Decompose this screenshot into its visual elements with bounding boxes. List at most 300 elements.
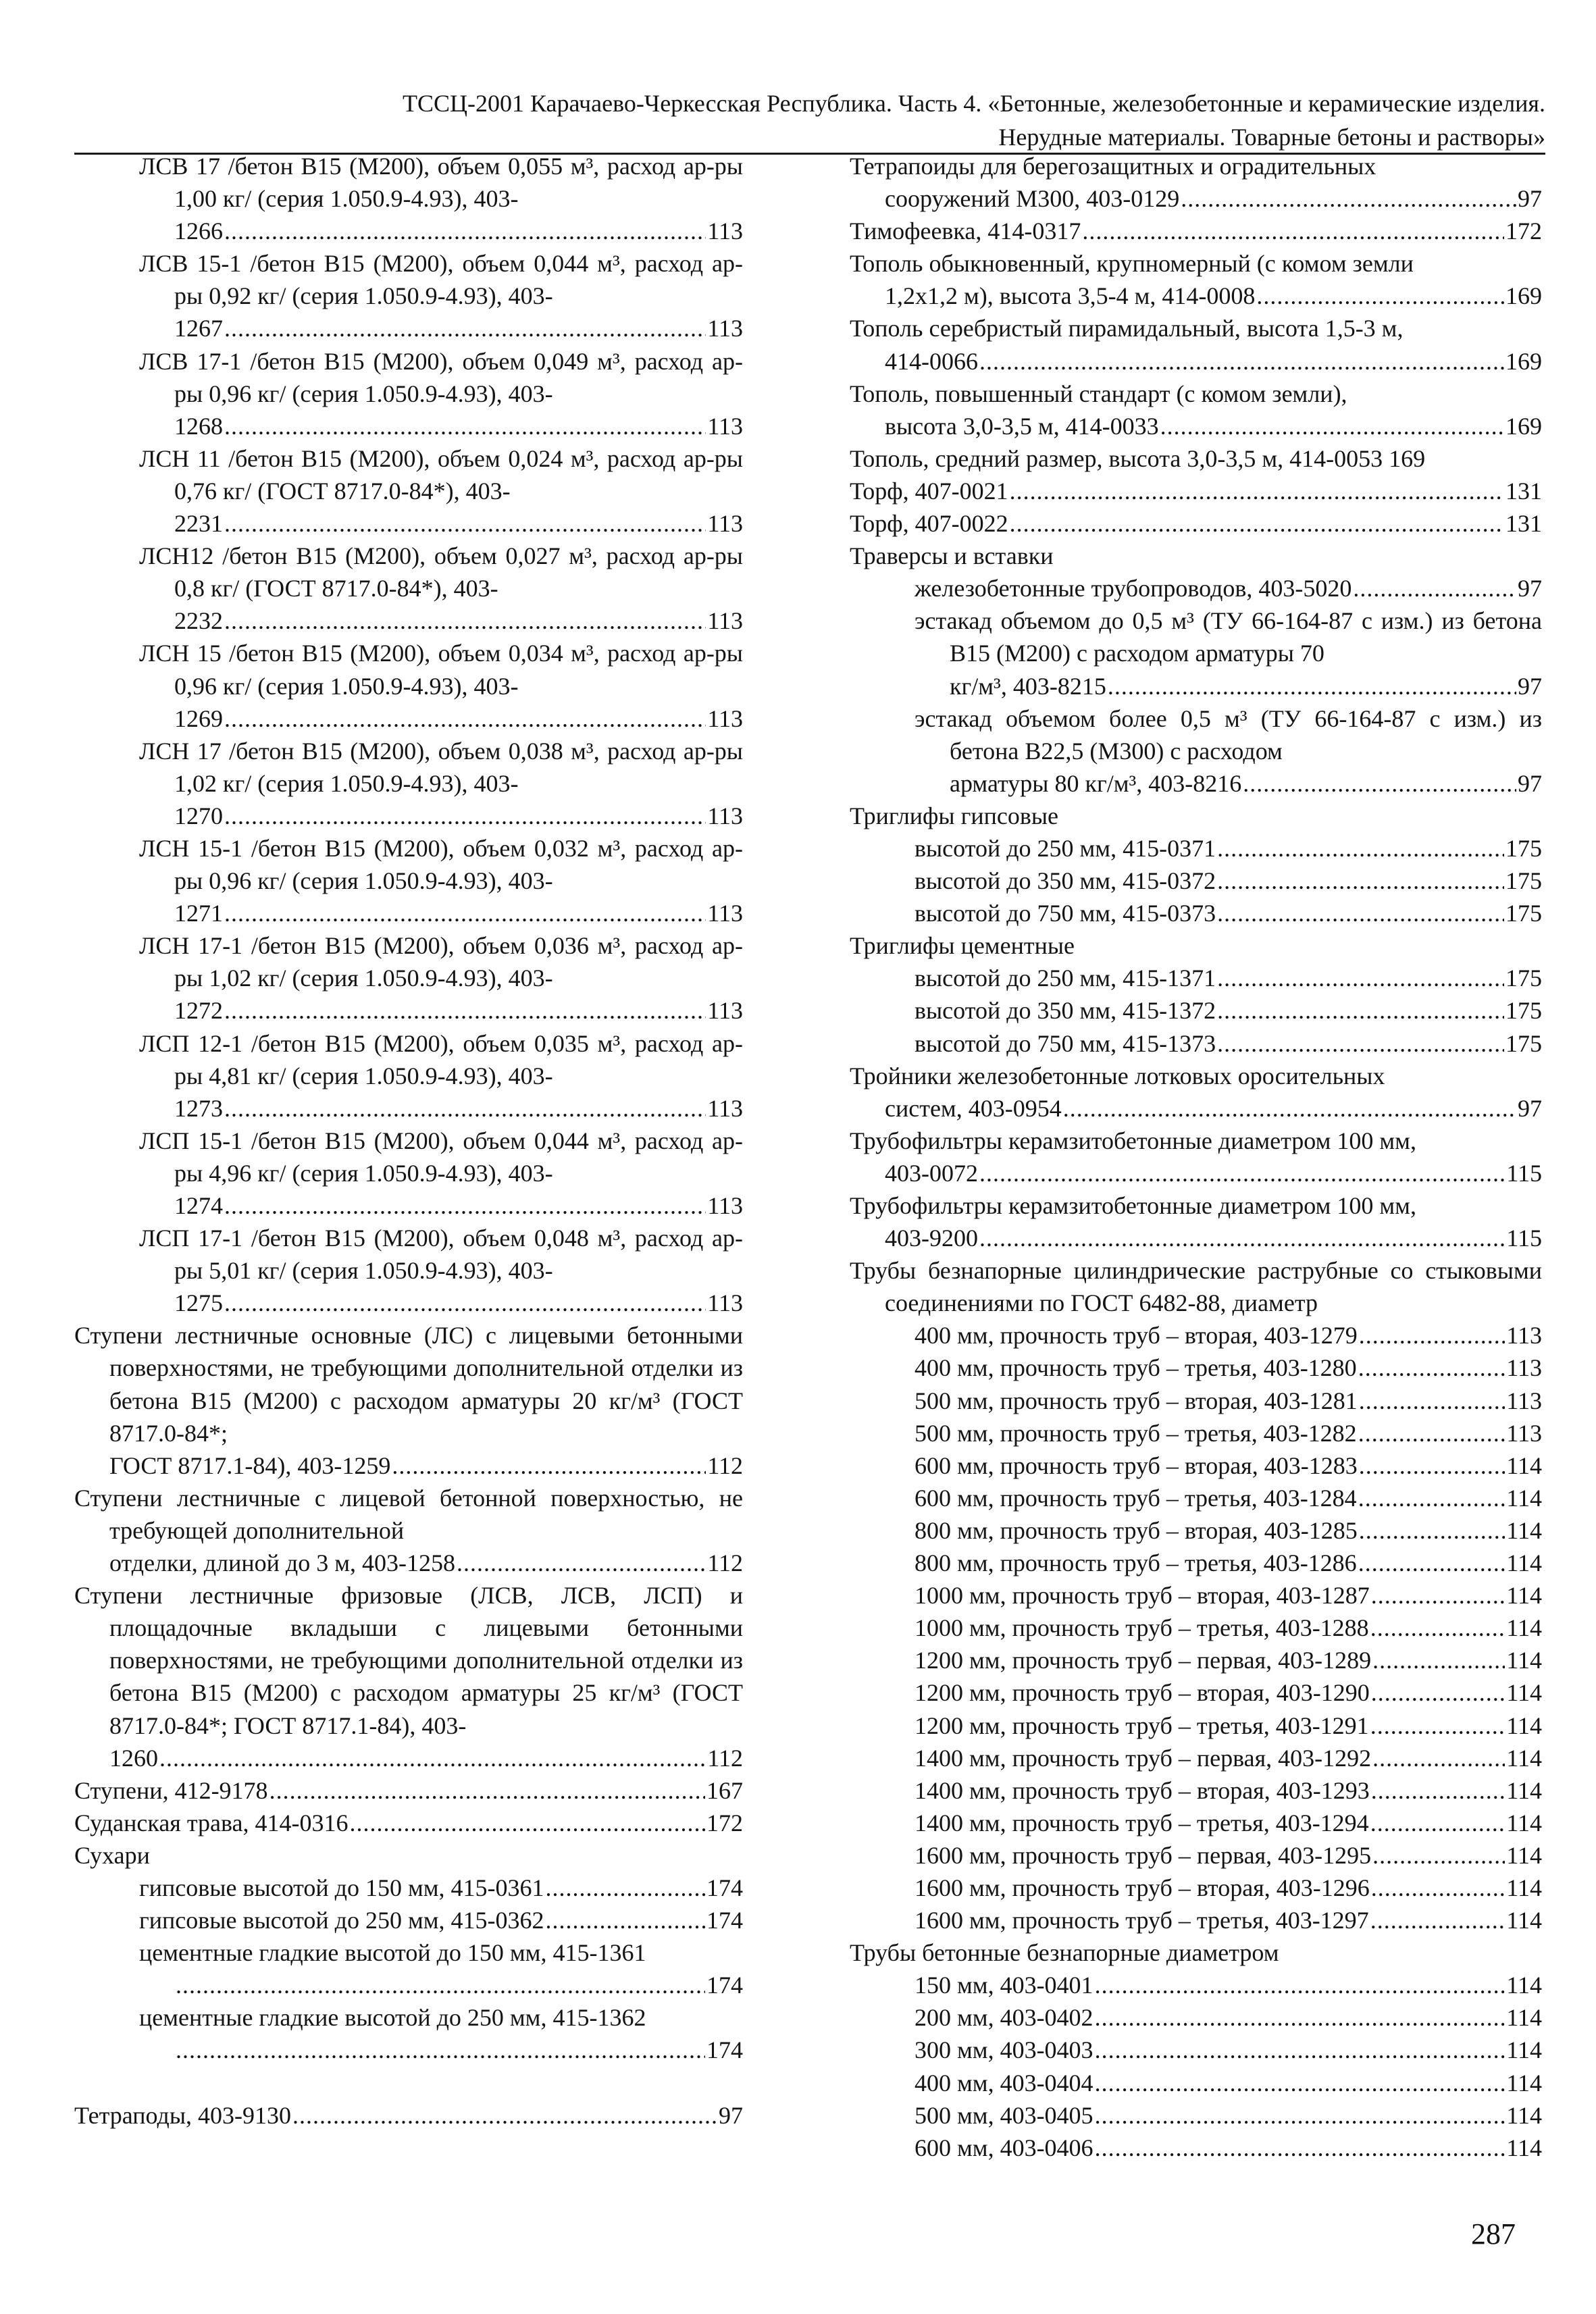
index-entry-page: 97 [1518,672,1542,700]
index-entry-leader-line [174,2034,743,2066]
index-entry-code: систем, 403-0954 [885,1094,1062,1122]
dot-leader [1370,1807,1505,1839]
index-entry-page: 114 [1506,1516,1542,1544]
index-entry [850,1514,1542,1547]
dot-leader [979,1157,1505,1189]
index-entry-leader-line [885,410,1542,442]
index-entry [850,800,1542,832]
index-entry-page: 113 [1506,1419,1542,1447]
index-entry [850,1969,1542,2001]
index-entry-text: ЛСП 17-1 /бетон В15 (М200), объем 0,048 м³, расход ар-ры 5,01 кг/ (серия 1.050.9-4.93), 403- [139,1225,743,1285]
index-entry-leader-line [915,1709,1542,1742]
index-entry-page: 97 [719,2101,743,2129]
dot-leader [1108,670,1516,702]
index-entry-page: 114 [1506,1841,1542,1869]
index-entry-leader-line [915,1482,1542,1514]
index-entry-page: 174 [706,1972,743,1999]
index-entry [850,1872,1542,1904]
page-number: 287 [1471,2217,1516,2251]
index-entry [850,2067,1542,2099]
index-entry-code: гипсовые высотой до 250 мм, 415-0362 [139,1907,544,1934]
index-entry-leader-line [915,2034,1542,2066]
dot-leader [350,1807,705,1839]
index-entry-text: Тройники железобетонные лотковых оросительных [850,1062,1385,1089]
index-entry-code: 150 мм, 403-0401 [915,1972,1093,1999]
index-entry-code: высотой до 750 мм, 415-0373 [915,900,1216,927]
index-entry-leader-line [915,1742,1542,1774]
index-entry-code: арматуры 80 кг/м³, 403-8216 [950,769,1242,797]
index-entry-code: кг/м³, 403-8215 [950,672,1106,700]
dot-leader [1095,2132,1505,2164]
index-entry [74,442,743,540]
header-title-line-2: Нерудные материалы. Товарные бетоны и растворы» [998,124,1545,151]
dot-leader [1370,1709,1505,1742]
index-entry-text: Ступени лестничные с лицевой бетонной поверхностью, не требующей дополнительной [74,1484,743,1544]
index-entry-leader-line [915,1417,1542,1449]
index-entry-leader-line [139,1904,743,1936]
index-entry-code: Торф, 407-0021 [850,477,1008,505]
index-entry-code: 403-9200 [885,1225,978,1252]
dot-leader [224,312,706,344]
index-entry-page: 115 [1506,1159,1542,1187]
index-entry-page: 113 [707,802,743,829]
index-entry-code: 800 мм, прочность труб – вторая, 403-1285 [915,1516,1358,1544]
index-entry-text: ЛСН 15-1 /бетон В15 (М200), объем 0,032 м³, расход ар-ры 0,96 кг/ (серия 1.050.9-4.93), 403- [139,834,743,895]
index-entry-text: эстакад объемом до 0,5 м³ (ТУ 66-164-87 с изм.) из бетона В15 (М200) с расходом арматуры 70 [915,607,1542,667]
index-entry-leader-line [174,312,743,344]
index-entry-leader-line [915,1839,1542,1872]
index-entry-leader-line [915,2001,1542,2034]
index-entry [74,2099,743,2132]
index-entry [850,572,1542,605]
dot-leader [392,1449,706,1482]
index-entry-page: 114 [1506,2101,1542,2129]
dot-leader [1095,2001,1505,2034]
index-entry-page: 112 [707,1451,743,1479]
index-entry-leader-line [74,2099,743,2132]
index-entry-code: 600 мм, прочность труб – вторая, 403-1283 [915,1451,1358,1479]
index-entry-code: 414-0066 [885,347,978,375]
index-entry-leader-line [850,507,1542,540]
index-entry-code: сооружений М300, 403-0129 [885,185,1180,213]
index-entry [74,2001,743,2066]
index-entry-code: 800 мм, прочность труб – третья, 403-1286 [915,1549,1357,1577]
index-entry-leader-line [915,1774,1542,1807]
index-entry [850,507,1542,540]
dot-leader [1063,1092,1516,1125]
index-entry [850,378,1542,442]
index-entry-leader-line [174,994,743,1027]
dot-leader [1217,994,1504,1027]
index-entry [850,1936,1542,1969]
index-entry-code: 1269 [174,704,223,732]
index-entry-leader-line [915,2099,1542,2132]
index-entry-page: 169 [1505,412,1542,440]
index-entry-leader-line [915,1676,1542,1709]
index-entry-text: Триглифы гипсовые [850,802,1059,829]
index-entry-page: 174 [706,1874,743,1901]
index-entry-page: 114 [1506,2004,1542,2032]
index-entry-code: железобетонные трубопроводов, 403-5020 [915,575,1352,602]
index-entry-leader-line [915,1644,1542,1676]
index-entry-page: 113 [707,1094,743,1122]
index-entry-code: 1400 мм, прочность труб – первая, 403-1292 [915,1744,1372,1772]
index-entry-code: 1,2х1,2 м), высота 3,5-4 м, 414-0008 [885,282,1256,310]
index-entry-leader-line [885,280,1542,312]
index-entry [850,215,1542,247]
index-entry [74,1027,743,1125]
index-entry-leader-line [174,800,743,832]
index-entry-text: цементные гладкие высотой до 150 мм, 415-1361 [139,1939,646,1967]
index-entry [850,1352,1542,1384]
index-entry [74,150,743,247]
index-entry-page: 131 [1505,510,1542,538]
index-entry-page: 113 [707,1192,743,1219]
index-entry-leader-line [885,1222,1542,1254]
index-entry [74,1904,743,1936]
dot-leader [1371,1676,1505,1709]
index-entry-page: 131 [1505,477,1542,505]
index-entry [74,832,743,929]
index-entry [850,832,1542,865]
index-entry-leader-line [139,1872,743,1904]
index-entry [850,1612,1542,1644]
dot-leader [1359,1319,1505,1352]
index-entry-text: ЛСВ 17-1 /бетон В15 (М200), объем 0,049 м³, расход ар-ры 0,96 кг/ (серия 1.050.9-4.93), 403- [139,347,743,407]
index-entry-page: 113 [1506,1354,1542,1382]
dot-leader [1358,1482,1505,1514]
index-entry [74,1936,743,2001]
index-entry-leader-line [885,182,1542,215]
index-entry-text: ЛСН 17-1 /бетон В15 (М200), объем 0,036 м³, расход ар-ры 1,02 кг/ (серия 1.050.9-4.93), 403- [139,932,743,992]
index-entry-leader-line [915,1969,1542,2001]
dot-leader [224,994,706,1027]
index-entry-leader-line [915,897,1542,929]
index-entry-code: 1200 мм, прочность труб – первая, 403-1289 [915,1647,1372,1674]
index-entry-code: 500 мм, 403-0405 [915,2101,1093,2129]
index-entry-leader-line [950,670,1542,702]
index-entry-code: 1275 [174,1289,223,1317]
index-entry-code: 200 мм, 403-0402 [915,2004,1093,2032]
index-entry-text: ЛСН 11 /бетон В15 (М200), объем 0,024 м³, расход ар-ры 0,76 кг/ (ГОСТ 8717.0-84*), 403- [139,444,743,505]
index-entry-leader-line [915,1385,1542,1417]
dot-leader [224,1189,706,1222]
dot-leader [269,1774,705,1807]
index-entry-page: 113 [1506,1387,1542,1414]
index-entry [850,475,1542,507]
index-column-left [74,150,743,2132]
index-entry-leader-line [174,897,743,929]
dot-leader [979,1222,1505,1254]
dot-leader [1371,1872,1505,1904]
index-entry-code: высотой до 350 мм, 415-0372 [915,867,1216,895]
dot-leader [546,1904,705,1936]
index-entry-page: 174 [706,1907,743,1934]
dot-leader [1371,1774,1505,1807]
index-entry [850,1060,1542,1125]
index-entry-leader-line [915,1612,1542,1644]
index-entry [850,1027,1542,1060]
index-entry [850,1254,1542,1319]
index-entry-page: 113 [707,607,743,635]
index-entry [850,605,1542,702]
index-entry-text: Траверсы и вставки [850,542,1054,570]
index-entry-text: ЛСВ 17 /бетон В15 (М200), объем 0,055 м³, расход ар-ры 1,00 кг/ (серия 1.050.9-4.93), 403- [139,153,743,213]
index-entry-code: отделки, длиной до 3 м, 403-1258 [109,1549,455,1577]
index-entry-leader-line [174,702,743,735]
index-entry-code: 1600 мм, прочность труб – вторая, 403-1296 [915,1874,1370,1901]
index-entry-leader-line [174,1969,743,2001]
index-entry-code: 1200 мм, прочность труб – третья, 403-1291 [915,1712,1369,1739]
index-entry [74,637,743,734]
index-entry-page: 114 [1506,1679,1542,1707]
dot-leader [176,2034,705,2066]
index-entry-leader-line [174,410,743,442]
index-entry-code: 403-0072 [885,1159,978,1187]
dot-leader [1217,865,1504,897]
dot-leader [292,2099,717,2132]
index-entry [850,2099,1542,2132]
index-entry [74,1125,743,1222]
dot-leader [1082,215,1504,247]
index-entry-page: 172 [1505,217,1542,245]
index-entry [850,702,1542,800]
index-entry-code: гипсовые высотой до 150 мм, 415-0361 [139,1874,544,1901]
dot-leader [224,215,706,247]
index-entry-page: 97 [1518,769,1542,797]
index-entry-leader-line [74,1774,743,1807]
index-entry-text: Тополь, повышенный стандарт (с комом земли), [850,380,1347,407]
index-entry-code: 500 мм, прочность труб – третья, 403-1282 [915,1419,1357,1447]
index-entry [850,962,1542,994]
index-entry-code: высота 3,0-3,5 м, 414-0033 [885,412,1159,440]
dot-leader [1217,897,1504,929]
index-entry [74,1222,743,1319]
index-entry [74,1319,743,1481]
dot-leader [457,1547,706,1579]
index-entry-page: 114 [1506,2036,1542,2064]
index-entry-page: 114 [1506,1582,1542,1610]
index-entry-text: ЛСН12 /бетон В15 (М200), объем 0,027 м³, расход ар-ры 0,8 кг/ (ГОСТ 8717.0-84*), 403- [139,542,743,602]
index-entry-page: 175 [1505,997,1542,1025]
index-entry-code: 300 мм, 403-0403 [915,2036,1093,2064]
index-entry [74,540,743,637]
index-entry [850,865,1542,897]
index-entry-leader-line [109,1742,743,1774]
index-entry-leader-line [174,1287,743,1319]
index-entry-page: 114 [1506,1907,1542,1934]
index-entry [850,540,1542,572]
index-entry [74,1872,743,1904]
index-entry-leader-line [174,1189,743,1222]
index-entry [74,247,743,344]
index-entry-leader-line [915,1319,1542,1352]
index-entry-text: ЛСП 15-1 /бетон В15 (М200), объем 0,044 м³, расход ар-ры 4,96 кг/ (серия 1.050.9-4.93), 403- [139,1127,743,1187]
index-entry-code: 1000 мм, прочность труб – третья, 403-1288 [915,1614,1369,1642]
index-entry [850,247,1542,312]
index-entry-code: Тетраподы, 403-9130 [74,2101,291,2129]
dot-leader [1095,1969,1505,2001]
index-entry [850,1839,1542,1872]
index-entry [74,1579,743,1774]
index-entry [850,150,1542,215]
index-entry-code: 600 мм, 403-0406 [915,2134,1093,2161]
index-entry-code: 1600 мм, прочность труб – первая, 403-1295 [915,1841,1372,1869]
index-entry [850,1774,1542,1807]
index-entry-page: 175 [1505,1029,1542,1057]
index-entry-code: 2231 [174,510,223,538]
index-entry-page: 175 [1505,867,1542,895]
dot-leader [1371,1579,1505,1612]
index-spacer [74,2067,743,2099]
index-entry-text: Трубофильтры керамзитобетонные диаметром 100 мм, [850,1127,1416,1154]
index-entry-leader-line [915,2132,1542,2164]
dot-leader [1160,410,1504,442]
index-entry-code: 1273 [174,1094,223,1122]
index-entry-code: Суданская трава, 414-0316 [74,1809,349,1836]
index-entry-leader-line [915,865,1542,897]
dot-leader [1359,1514,1505,1547]
index-entry-page: 169 [1505,282,1542,310]
index-entry-page: 114 [1506,1744,1542,1772]
dot-leader [224,1287,706,1319]
dot-leader [1370,1904,1505,1936]
index-entry-code: 1267 [174,315,223,342]
index-entry [850,2001,1542,2034]
dot-leader [224,605,706,637]
index-entry-leader-line [885,1157,1542,1189]
index-entry-leader-line [915,1027,1542,1060]
index-entry-page: 175 [1505,900,1542,927]
index-entry [850,312,1542,377]
index-entry [850,1449,1542,1482]
dot-leader [224,410,706,442]
index-entry-text: Тополь, средний размер, высота 3,0-3,5 м, 414-0053 169 [850,444,1426,472]
index-entry [850,1125,1542,1189]
index-entry [74,1839,743,1872]
dot-leader [1372,1644,1505,1676]
index-entry-code: 1400 мм, прочность труб – вторая, 403-1293 [915,1776,1370,1804]
index-entry-leader-line [174,215,743,247]
index-entry [850,1385,1542,1417]
index-entry-page: 97 [1518,575,1542,602]
index-entry-page: 114 [1506,1972,1542,1999]
index-entry-page: 172 [706,1809,743,1836]
index-entry [850,1417,1542,1449]
index-entry-code: 1400 мм, прочность труб – третья, 403-1294 [915,1809,1369,1836]
index-entry-text: ЛСП 12-1 /бетон В15 (М200), объем 0,035 м³, расход ар-ры 4,81 кг/ (серия 1.050.9-4.93), 403- [139,1029,743,1089]
dot-leader [1095,2034,1505,2066]
index-entry-code: 1274 [174,1192,223,1219]
dot-leader [224,507,706,540]
dot-leader [1359,1449,1505,1482]
index-entry-page: 97 [1518,185,1542,213]
index-entry [74,345,743,442]
dot-leader [1372,1742,1505,1774]
index-entry-leader-line [174,1092,743,1125]
index-entry [850,897,1542,929]
dot-leader [224,800,706,832]
index-entry [850,1742,1542,1774]
index-entry-code: 500 мм, прочность труб – вторая, 403-1281 [915,1387,1358,1414]
index-entry-page: 114 [1506,1451,1542,1479]
dot-leader [1358,1417,1505,1449]
index-entry-code: Тимофеевка, 414-0317 [850,217,1081,245]
index-entry-page: 113 [707,704,743,732]
index-entry-leader-line [915,1904,1542,1936]
index-entry-page: 114 [1506,1549,1542,1577]
index-entry-page: 114 [1506,1484,1542,1512]
index-entry-code: 2232 [174,607,223,635]
index-entry [850,2132,1542,2164]
index-entry-leader-line [885,1092,1542,1125]
index-entry-text: цементные гладкие высотой до 250 мм, 415-1362 [139,2004,646,2032]
dot-leader [979,345,1504,378]
index-entry-code: Ступени, 412-9178 [74,1776,268,1804]
dot-leader [1217,962,1504,994]
index-entry-code: 1260 [109,1744,158,1772]
index-entry [850,442,1542,475]
index-entry-code: 1271 [174,900,223,927]
index-entry-code: высотой до 250 мм, 415-1371 [915,965,1216,992]
index-entry [74,1774,743,1807]
index-entry-code: 1268 [174,412,223,440]
header-title-line-1: ТССЦ-2001 Карачаево-Черкесская Республика. Часть 4. «Бетонные, железобетонные и керамические изделия. [402,90,1545,117]
dot-leader [176,1969,705,2001]
index-entry-text: Тополь обыкновенный, крупномерный (с комом земли [850,250,1414,278]
index-entry-code: 400 мм, 403-0404 [915,2069,1093,2097]
index-entry-leader-line [915,2067,1542,2099]
index-entry-leader-line [915,1547,1542,1579]
index-entry-leader-line [915,994,1542,1027]
index-entry [850,1189,1542,1254]
index-entry-leader-line [174,605,743,637]
index-entry-leader-line [850,475,1542,507]
index-entry-text: ЛСН 15 /бетон В15 (М200), объем 0,034 м³, расход ар-ры 0,96 кг/ (серия 1.050.9-4.93), 403- [139,640,743,700]
index-entry-text: ЛСВ 15-1 /бетон В15 (М200), объем 0,044 м³, расход ар-ры 0,92 кг/ (серия 1.050.9-4.93), 403- [139,250,743,310]
index-entry-code: 400 мм, прочность труб – третья, 403-1280 [915,1354,1357,1382]
index-entry [74,929,743,1027]
index-entry [74,1807,743,1839]
index-entry-leader-line [109,1547,743,1579]
index-entry-page: 114 [1506,1874,1542,1901]
index-entry [74,735,743,832]
index-entry-text: Сухари [74,1841,150,1869]
index-entry [850,994,1542,1027]
index-entry-page: 114 [1506,1712,1542,1739]
index-entry-leader-line [915,1449,1542,1482]
index-entry [850,1709,1542,1742]
index-entry-page: 113 [707,315,743,342]
index-entry-text: Ступени лестничные фризовые (ЛСВ, ЛСВ, ЛСП) и площадочные вкладыши с лицевыми бетонными поверхностями, не требующими дополнительной отделки из бетона В15 (М200) с расходом арматуры 25 кг/м³ (ГОСТ 8717.0-84*; ГОСТ 8717.1-84), 403- [74,1582,743,1739]
index-entry-page: 113 [707,900,743,927]
index-entry [850,1579,1542,1612]
index-entry-page: 113 [707,997,743,1025]
index-entry-leader-line [109,1449,743,1482]
dot-leader [224,702,706,735]
index-entry-text: Трубы безнапорные цилиндрические раструбные со стыковыми соединениями по ГОСТ 6482-88, диаметр [850,1257,1542,1317]
index-entry-page: 112 [707,1744,743,1772]
index-entry-text: Трубофильтры керамзитобетонные диаметром 100 мм, [850,1192,1416,1219]
index-entry-page: 175 [1505,834,1542,862]
index-entry [850,1807,1542,1839]
dot-leader [1010,475,1504,507]
index-entry [850,1319,1542,1352]
dot-leader [1243,767,1516,800]
index-entry-leader-line [950,767,1542,800]
dot-leader [546,1872,705,1904]
index-entry-leader-line [915,572,1542,605]
